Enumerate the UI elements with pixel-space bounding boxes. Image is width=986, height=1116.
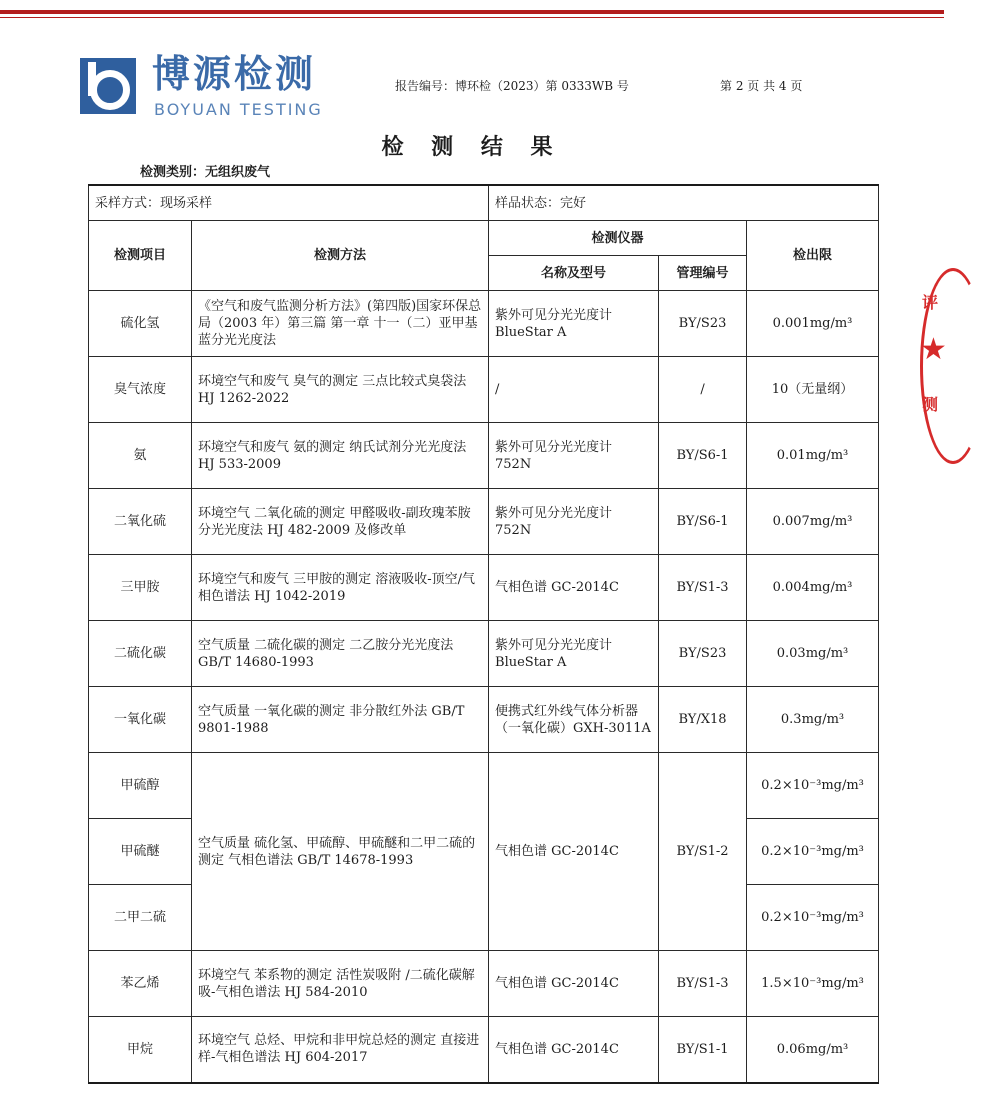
detection-limit: 0.2×10⁻³mg/m³ <box>747 885 879 951</box>
header-limit: 检出限 <box>747 221 879 291</box>
test-item: 甲烷 <box>89 1017 192 1083</box>
test-item: 二硫化碳 <box>89 621 192 687</box>
instrument-code: BY/S1-3 <box>659 555 747 621</box>
test-item: 硫化氢 <box>89 291 192 357</box>
detection-limit: 1.5×10⁻³mg/m³ <box>747 951 879 1017</box>
test-item: 二氧化硫 <box>89 489 192 555</box>
instrument-name: 紫外可见分光光度计 BlueStar A <box>489 291 659 357</box>
instrument-name: 紫外可见分光光度计 752N <box>489 489 659 555</box>
detection-limit: 0.2×10⁻³mg/m³ <box>747 819 879 885</box>
report-number: 报告编号：博环检（2023）第 0333WB 号 <box>395 79 629 93</box>
test-method: 环境空气 二氧化硫的测定 甲醛吸收-副玫瑰苯胺分光光度法 HJ 482-2009 及修改单 <box>192 489 489 555</box>
logo-english-name: BOYUAN TESTING <box>154 100 323 119</box>
sampling-method: 采样方式：现场采样 <box>89 185 489 221</box>
table-row <box>89 555 879 621</box>
test-method: 环境空气和废气 臭气的测定 三点比较式臭袋法 HJ 1262-2022 <box>192 357 489 423</box>
detection-limit: 0.001mg/m³ <box>747 291 879 357</box>
instrument-code: BY/S1-1 <box>659 1017 747 1083</box>
instrument-name: 气相色谱 GC-2014C <box>489 555 659 621</box>
test-method: 环境空气和废气 氨的测定 纳氏试剂分光光度法 HJ 533-2009 <box>192 423 489 489</box>
test-item: 氨 <box>89 423 192 489</box>
table-row <box>89 357 879 423</box>
test-item: 三甲胺 <box>89 555 192 621</box>
test-item: 二甲二硫 <box>89 885 192 951</box>
table-row <box>89 621 879 687</box>
sample-status: 样品状态：完好 <box>489 185 879 221</box>
table-row <box>89 423 879 489</box>
instrument-name: 紫外可见分光光度计 BlueStar A <box>489 621 659 687</box>
instrument-code: / <box>659 357 747 423</box>
test-item: 苯乙烯 <box>89 951 192 1017</box>
instrument-code: BY/X18 <box>659 687 747 753</box>
test-item: 甲硫醚 <box>89 819 192 885</box>
company-logo-icon <box>80 58 136 114</box>
test-method: 空气质量 一氧化碳的测定 非分散红外法 GB/T 9801-1988 <box>192 687 489 753</box>
detection-limit: 0.007mg/m³ <box>747 489 879 555</box>
detection-limit: 0.03mg/m³ <box>747 621 879 687</box>
page-indicator: 第 2 页 共 4 页 <box>720 79 803 93</box>
table-row <box>89 687 879 753</box>
test-method: 环境空气 总烃、甲烷和非甲烷总烃的测定 直接进样-气相色谱法 HJ 604-2017 <box>192 1017 489 1083</box>
test-method: 环境空气和废气 三甲胺的测定 溶液吸收-顶空/气相色谱法 HJ 1042-2019 <box>192 555 489 621</box>
instrument-name: 气相色谱 GC-2014C <box>489 951 659 1017</box>
header-item: 检测项目 <box>89 221 192 291</box>
table-row <box>89 291 879 357</box>
table-row <box>89 753 879 819</box>
instrument-name: 气相色谱 GC-2014C <box>489 1017 659 1083</box>
test-method: 空气质量 硫化氢、甲硫醇、甲硫醚和二甲二硫的测定 气相色谱法 GB/T 14678-1993 <box>192 753 489 951</box>
instrument-name: 紫外可见分光光度计 752N <box>489 423 659 489</box>
test-item: 甲硫醇 <box>89 753 192 819</box>
test-category: 检测类别：无组织废气 <box>140 165 271 180</box>
header-instrument-code: 管理编号 <box>659 256 747 291</box>
table-row <box>89 1017 879 1083</box>
results-table <box>88 184 879 1084</box>
test-item: 一氧化碳 <box>89 687 192 753</box>
detection-limit: 0.3mg/m³ <box>747 687 879 753</box>
top-rule-thick <box>0 10 944 14</box>
header-instrument-name: 名称及型号 <box>489 256 659 291</box>
table-row <box>89 951 879 1017</box>
header-method: 检测方法 <box>192 221 489 291</box>
instrument-name: / <box>489 357 659 423</box>
logo-chinese-name: 博源检测 <box>152 52 317 96</box>
inspection-seal: 评 ★ 测 <box>916 268 944 458</box>
instrument-code: BY/S23 <box>659 621 747 687</box>
instrument-code: BY/S1-3 <box>659 951 747 1017</box>
detection-limit: 0.01mg/m³ <box>747 423 879 489</box>
page-title: 检 测 结 果 <box>381 134 563 160</box>
instrument-code: BY/S1-2 <box>659 753 747 951</box>
instrument-code: BY/S23 <box>659 291 747 357</box>
test-method: 《空气和废气监测分析方法》(第四版)国家环保总局（2003 年）第三篇 第一章 十一（二）亚甲基蓝分光光度法 <box>192 291 489 357</box>
test-item: 臭气浓度 <box>89 357 192 423</box>
detection-limit: 0.06mg/m³ <box>747 1017 879 1083</box>
detection-limit: 0.2×10⁻³mg/m³ <box>747 753 879 819</box>
header-instrument: 检测仪器 <box>489 221 747 256</box>
instrument-name: 便携式红外线气体分析器（一氧化碳）GXH-3011A <box>489 687 659 753</box>
detection-limit: 0.004mg/m³ <box>747 555 879 621</box>
test-method: 环境空气 苯系物的测定 活性炭吸附 /二硫化碳解吸-气相色谱法 HJ 584-2010 <box>192 951 489 1017</box>
test-method: 空气质量 二硫化碳的测定 二乙胺分光光度法 GB/T 14680-1993 <box>192 621 489 687</box>
top-rule-thin <box>0 17 944 18</box>
instrument-name: 气相色谱 GC-2014C <box>489 753 659 951</box>
instrument-code: BY/S6-1 <box>659 489 747 555</box>
table-row <box>89 489 879 555</box>
detection-limit: 10（无量纲） <box>747 357 879 423</box>
instrument-code: BY/S6-1 <box>659 423 747 489</box>
